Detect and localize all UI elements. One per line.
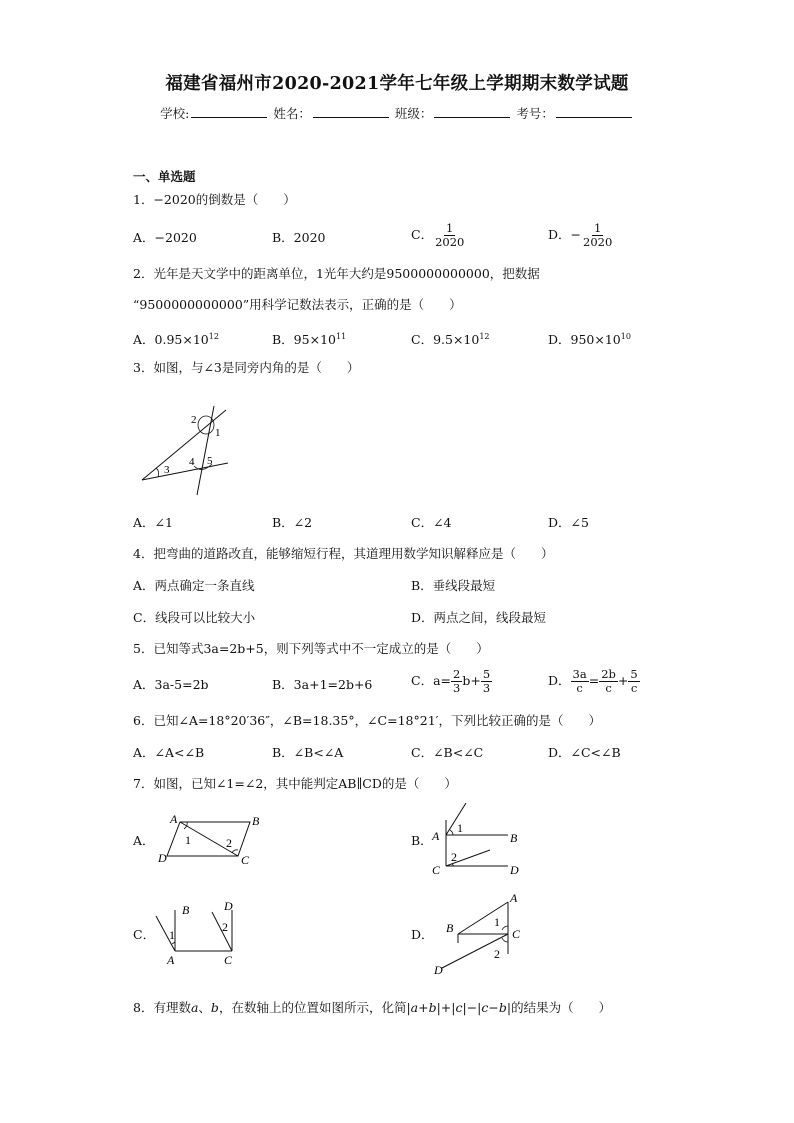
svg-text:1: 1 bbox=[169, 928, 175, 942]
svg-text:D: D bbox=[434, 963, 443, 977]
svg-text:2: 2 bbox=[226, 836, 232, 850]
q6-option-d[interactable]: D．∠C<∠B bbox=[548, 745, 621, 760]
q3-figure bbox=[136, 398, 236, 498]
svg-text:2: 2 bbox=[451, 850, 457, 864]
q3-stem: 3．如图，与∠3是同旁内角的是（ ） bbox=[133, 360, 360, 375]
q1-option-a[interactable]: A．−2020 bbox=[133, 230, 197, 245]
q3-angle-arc-3 bbox=[156, 468, 159, 477]
q7-figure-a bbox=[150, 810, 270, 870]
student-info-line bbox=[0, 104, 794, 122]
svg-text:A: A bbox=[170, 812, 178, 826]
q4-option-c[interactable]: C．线段可以比较大小 bbox=[133, 610, 256, 625]
q7-figure-c bbox=[150, 898, 250, 970]
svg-text:B: B bbox=[252, 814, 260, 828]
q3-line-bottom bbox=[142, 463, 228, 480]
exam-no-label: 考号： bbox=[516, 106, 554, 121]
class-blank[interactable] bbox=[434, 105, 510, 118]
q6-option-a[interactable]: A．∠A<∠B bbox=[133, 745, 205, 760]
q3-option-c[interactable]: C．∠4 bbox=[411, 515, 452, 530]
q6-option-b[interactable]: B．∠B<∠A bbox=[272, 745, 344, 760]
svg-text:1: 1 bbox=[457, 821, 463, 835]
q4-option-b[interactable]: B．垂线段最短 bbox=[411, 578, 496, 593]
q2-option-a[interactable]: A．$0.95\times 10^{12}$ bbox=[133, 332, 219, 348]
q3-option-a[interactable]: A．∠1 bbox=[133, 515, 173, 530]
school-blank[interactable] bbox=[191, 105, 267, 118]
q7-option-c[interactable]: C． bbox=[133, 927, 156, 942]
q3-label-1: 1 bbox=[215, 427, 221, 439]
q7-option-b[interactable]: B． bbox=[411, 833, 433, 848]
svg-text:B: B bbox=[510, 831, 518, 845]
q3-option-d[interactable]: D．∠5 bbox=[548, 515, 589, 530]
q2-option-c[interactable]: C．$9.5\times 10^{12}$ bbox=[411, 332, 490, 348]
q3-label-3: 3 bbox=[164, 464, 170, 476]
page-title: 福建省福州市2020-2021学年七年级上学期期末数学试题 bbox=[165, 74, 629, 94]
q3-label-5: 5 bbox=[207, 455, 213, 467]
q5-stem: 5．已知等式3a=2b+5，则下列等式中不一定成立的是（ ） bbox=[133, 641, 489, 656]
q5-option-b[interactable]: B．3a+1=2b+6 bbox=[272, 677, 373, 692]
q1-stem: 1．−2020的倒数是（ ） bbox=[133, 192, 296, 207]
svg-text:A: A bbox=[167, 953, 175, 967]
svg-text:C: C bbox=[432, 863, 441, 877]
svg-text:D: D bbox=[510, 863, 519, 877]
q4-option-a[interactable]: A．两点确定一条直线 bbox=[133, 578, 255, 593]
q7-option-d[interactable]: D． bbox=[411, 927, 434, 942]
q1-c-label: C． bbox=[411, 227, 434, 242]
q3-label-4: 4 bbox=[189, 456, 195, 468]
q3-option-b[interactable]: B．∠2 bbox=[272, 515, 313, 530]
q5-option-a[interactable]: A．3a-5=2b bbox=[133, 677, 209, 692]
q1-option-c[interactable] bbox=[411, 222, 466, 249]
svg-text:B: B bbox=[446, 921, 454, 935]
svg-text:A: A bbox=[432, 829, 440, 843]
exam-no-blank[interactable] bbox=[556, 105, 632, 118]
q2-option-d[interactable]: D．$950\times 10^{10}$ bbox=[548, 332, 631, 348]
svg-text:C: C bbox=[224, 953, 233, 967]
svg-text:D: D bbox=[224, 899, 233, 913]
q5-d-frac-3: $\frac{5}{c}$ bbox=[630, 667, 638, 695]
q4-option-d[interactable]: D．两点之间，线段最短 bbox=[411, 610, 547, 625]
svg-text:C: C bbox=[241, 853, 250, 867]
q7-option-a[interactable]: A． bbox=[133, 833, 155, 848]
section-heading: 一、单选题 bbox=[133, 169, 196, 184]
q5-c-frac-2: $\frac{5}{3}$ bbox=[482, 667, 491, 695]
q1-d-label: D．− bbox=[548, 227, 581, 242]
q2-stem-line2: “9500000000000”用科学记数法表示，正确的是（ ） bbox=[133, 297, 462, 312]
q6-option-c[interactable]: C．∠B<∠C bbox=[411, 745, 484, 760]
svg-text:D: D bbox=[158, 851, 167, 865]
svg-text:C: C bbox=[512, 927, 521, 941]
q8-expression: |a+b|+|c|−|c−b| bbox=[406, 1000, 512, 1015]
q1-c-fraction: $\frac{1}{2020}$ bbox=[435, 221, 465, 249]
q2-stem-line1: 2．光年是天文学中的距离单位，1光年大约是9500000000000，把数据 bbox=[133, 266, 540, 281]
class-label: 班级： bbox=[394, 106, 433, 121]
q1-option-d[interactable] bbox=[548, 222, 614, 249]
svg-text:B: B bbox=[182, 903, 190, 917]
name-label: 姓名： bbox=[273, 106, 311, 121]
q7-stem: 7．如图，已知∠1=∠2，其中能判定AB∥CD的是（ ） bbox=[133, 776, 457, 791]
q1-d-fraction: $\frac{1}{2020}$ bbox=[583, 221, 613, 249]
svg-text:2: 2 bbox=[494, 947, 500, 961]
name-blank[interactable] bbox=[313, 105, 389, 118]
q5-option-c[interactable]: C．a= $\frac{2}{3}$ b+ $\frac{5}{3}$ bbox=[411, 667, 491, 695]
q6-stem: 6．已知∠A=18°20′36″，∠B=18.35°，∠C=18°21′，下列比较正确的是（ ） bbox=[133, 713, 601, 728]
q5-option-d[interactable]: D． $\frac{3a}{c}$ = $\frac{2b}{c}$ + $\frac{5}{c}$ bbox=[548, 667, 638, 695]
q3-label-2: 2 bbox=[191, 414, 197, 426]
q7-figure-b bbox=[428, 800, 538, 880]
q2-option-b[interactable]: B．$95\times 10^{11}$ bbox=[272, 332, 347, 348]
q7-figure-d bbox=[428, 888, 538, 980]
q8-stem: 8．有理数a、b，在数轴上的位置如图所示，化简|a+b|+|c|−|c−b|的结果为（ ） bbox=[133, 1000, 612, 1015]
q5-d-frac-1: $\frac{3a}{c}$ bbox=[572, 667, 587, 695]
q5-d-frac-2: $\frac{2b}{c}$ bbox=[601, 667, 616, 695]
q5-c-frac-1: $\frac{2}{3}$ bbox=[453, 667, 461, 695]
svg-text:1: 1 bbox=[494, 915, 500, 929]
school-label: 学校: bbox=[160, 106, 190, 121]
svg-text:2: 2 bbox=[222, 920, 228, 934]
q4-stem: 4．把弯曲的道路改直，能够缩短行程，其道理用数学知识解释应是（ ） bbox=[133, 546, 554, 561]
svg-text:1: 1 bbox=[185, 833, 191, 847]
q3-angle-arc-top bbox=[198, 416, 214, 434]
q1-option-b[interactable]: B．2020 bbox=[272, 230, 326, 245]
svg-text:A: A bbox=[510, 891, 518, 905]
